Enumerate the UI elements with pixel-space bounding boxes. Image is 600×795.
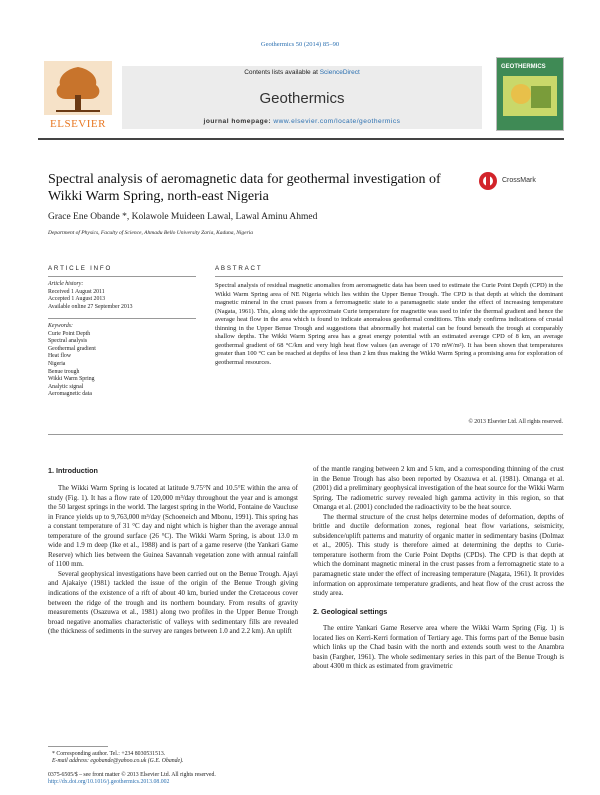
abstract-rule — [215, 276, 563, 277]
right-paragraph-1: of the mantle ranging between 2 km and 5 km, and a corresponding thinning of the crust in the Benue Trough has also been reported by Osazuwa et al. (1981). Omanga et al. (2001) did a preliminary geophysical investigation of the heat source for the Wikki Warm Spring. The radiometric survey revealed high gamma activity in this region, so that Omanga et al. (2001) concluded the radioactivity to be the heat source. — [313, 465, 564, 512]
history-online: Available online 27 September 2013 — [48, 303, 133, 310]
tree-logo-icon — [38, 55, 118, 117]
footnote-corresponding — [52, 751, 302, 766]
homepage-link[interactable]: www.elsevier.com/locate/geothermics — [273, 118, 401, 125]
intro-paragraph-1: The Wikki Warm Spring is located at latitude 9.75°N and 10.5°E within the area of study (Fig. 1). It has a flow rate of 120,000 m³/day throughout the year and is amongst the 50 largest springs in the world. The largest spring in the World, Fontaine de Vaucluse in France yields up to 9,763,000 m³/day (Schoeneich and Mbonu, 1991). This spring has a constant temperature of 31 °C day and night which is higher than the average annual temperature of the ground surface (26 °C). The Wikki Warm Spring, is about 13.0 m wide and 1.9 m deep (Ike et al., 1988) and is part of a game reserve (the Yankari Game Reserve) which lies between the Guinea Savannah vegetation zone with annual rainfall of 1100 mm. — [48, 484, 298, 569]
crossmark-icon — [478, 171, 498, 191]
article-info-heading: ARTICLE INFO — [48, 265, 113, 272]
journal-banner — [38, 55, 564, 129]
keywords-block — [48, 323, 196, 399]
elsevier-logo — [38, 55, 118, 129]
article-info-rule — [48, 276, 196, 277]
right-paragraph-3: The entire Yankari Game Reserve area where the Wikki Warm Spring (Fig. 1) is located lies on Kerri-Kerri formation of Tertiary age. This forms part of the Benue basin which links up the Chad basin with the north and extends south west to the Anambra basin (Fargher, 1961). The whole sedimentary series in this part of the Benue Trough is about 4300 m thick as estimated from gravimetric — [313, 624, 564, 671]
crossmark-badge[interactable] — [478, 171, 544, 193]
article-title: Spectral analysis of aeromagnetic data for geothermal investigation of Wikki Warm Spring, north-east Nigeria — [48, 172, 441, 204]
keyword-item: Aeromagnetic data — [48, 391, 92, 398]
section-heading-introduction: 1. Introduction — [48, 466, 98, 475]
journal-info-box — [122, 66, 482, 129]
copyright-line: © 2013 Elsevier Ltd. All rights reserved. — [468, 419, 563, 425]
header-rule — [38, 138, 564, 140]
section-heading-geology: 2. Geological settings — [313, 606, 388, 616]
history-label: Article history: — [48, 281, 84, 287]
history-received: Received 1 August 2011 — [48, 288, 105, 295]
abstract-body: Spectral analysis of residual magnetic anomalies from aeromagnetic data has been used to estimate the Curie Point Depth (CPD) in the Wikki Warm Spring area of NE Nigeria which lies within the Upper Benue Trough. The CPD is that depth at which the dominant magnetic mineral in the crust passes from a ferromagnetic state to a paramagnetic state under the effect of increasing temperature (Nagata, 1961). This, along side the approximate Curie temperature for magnetite was used to infer the thermal gradient and hence the average heat flow in the area which is found to indicate anomalous geothermal conditions. This study confirms indications of crustal thinning in the Upper Benue Trough and suggestions that abnormally hot material can be found beneath the trough at comparably shallow depths. The Wikki Warm Spring area has a great energy potential with an estimated average CPD of 8 km, an average geothermal gradient of 68 °C/km and very high heat flow values (an average of 170 mW/m²). It has been shown that temperatures greater than 100 °C can be reached at depths of less than 2 km thus making the Wikki Warm Spring a promising area for exploration of geothermal resources. — [215, 282, 563, 366]
journal-name: Geothermics — [259, 90, 345, 107]
right-column — [313, 465, 564, 672]
keyword-item: Curie Point Depth — [48, 330, 91, 337]
journal-citation[interactable]: Geothermics 50 (2014) 85–90 — [260, 41, 340, 48]
contents-line — [122, 69, 482, 76]
keyword-item: Benue trough — [48, 368, 80, 375]
email-address[interactable]: E-mail address: egobande@yahoo.co.uk (G.E. Obande). — [52, 758, 184, 765]
intro-column — [48, 484, 298, 637]
doi-link[interactable]: http://dx.doi.org/10.1016/j.geothermics.2013.08.002 — [48, 779, 170, 786]
crossmark-label: CrossMark — [502, 177, 536, 184]
affiliation: Department of Physics, Faculty of Science, Ahmadu Bello University Zaria, Kaduna, Nigeria — [48, 230, 254, 236]
article-identifiers — [48, 772, 348, 787]
issn-line: 0375-6505/$ – see front matter © 2013 Elsevier Ltd. All rights reserved. — [48, 772, 216, 778]
homepage-label: journal homepage: — [203, 118, 272, 125]
sciencedirect-link[interactable]: ScienceDirect — [319, 69, 360, 76]
keyword-item: Wikki Warm Spring — [48, 376, 95, 383]
cover-title: GEOTHERMICS — [501, 64, 546, 70]
keyword-item: Heat flow — [48, 353, 72, 360]
keywords-rule — [48, 318, 196, 319]
keyword-item: Geothermal gradient — [48, 345, 96, 352]
keyword-item: Analytic signal — [48, 383, 84, 390]
keyword-item: Spectral analysis — [48, 338, 88, 345]
abstract-bottom-rule — [48, 434, 563, 435]
footnote-rule — [48, 746, 108, 747]
contents-prefix: Contents lists available at — [244, 69, 320, 76]
publisher-name: ELSEVIER — [50, 118, 106, 130]
author-list: Grace Ene Obande *, Kolawole Muideen Lawal, Lawal Aminu Ahmed — [48, 212, 318, 222]
keywords-label: Keywords: — [48, 323, 73, 329]
cover-art-icon — [497, 58, 563, 130]
journal-cover-image — [496, 57, 564, 131]
corresponding-author: * Corresponding author. Tel.: +234 8030531513. — [52, 751, 166, 757]
article-history — [48, 281, 196, 311]
right-paragraph-2: The thermal structure of the crust helps determine modes of deformation, depths of brittle and ductile deformation zones, regional heat flow variations, seismicity, subsidence/uplift patterns and maturity of organic matter in sedimentary basins (Dolmaz et al., 2005). This study is therefore aimed at determining the depths to Curie-temperature isotherm from the Curie Point Depths (CPDs). The CPD is that depth at which the dominant magnetic mineral in the crust passes from a ferromagnetic state to a paramagnetic state under the effect of increasing temperature (Nagata, 1961). It provides information on approximate temperature gradients, and heat flow of the crust across the study area. — [313, 512, 564, 598]
journal-homepage — [122, 118, 482, 125]
intro-paragraph-2: Several geophysical investigations have been carried out on the Benue Trough. Ajayi and Ajakaiye (1981) tackled the issue of the origin of the Benue Trough giving indications of the existence of a rift of about 40 km, buried under the Cretaceous cover between the ridge of the trough and its northern boundary. From results of gravity measurements (Osazuwa et al., 1981) along two profiles in the Upper Benue Trough broad negative anomalies characteristic of valleys with sedimentary fills are revealed (the thickness of sediments in the survey are ranges between 1.0 and 2.2 km). An uplift — [48, 569, 298, 636]
history-accepted: Accepted 1 August 2013 — [48, 296, 106, 303]
abstract-heading: ABSTRACT — [215, 265, 263, 272]
keyword-item: Nigeria — [48, 360, 66, 367]
